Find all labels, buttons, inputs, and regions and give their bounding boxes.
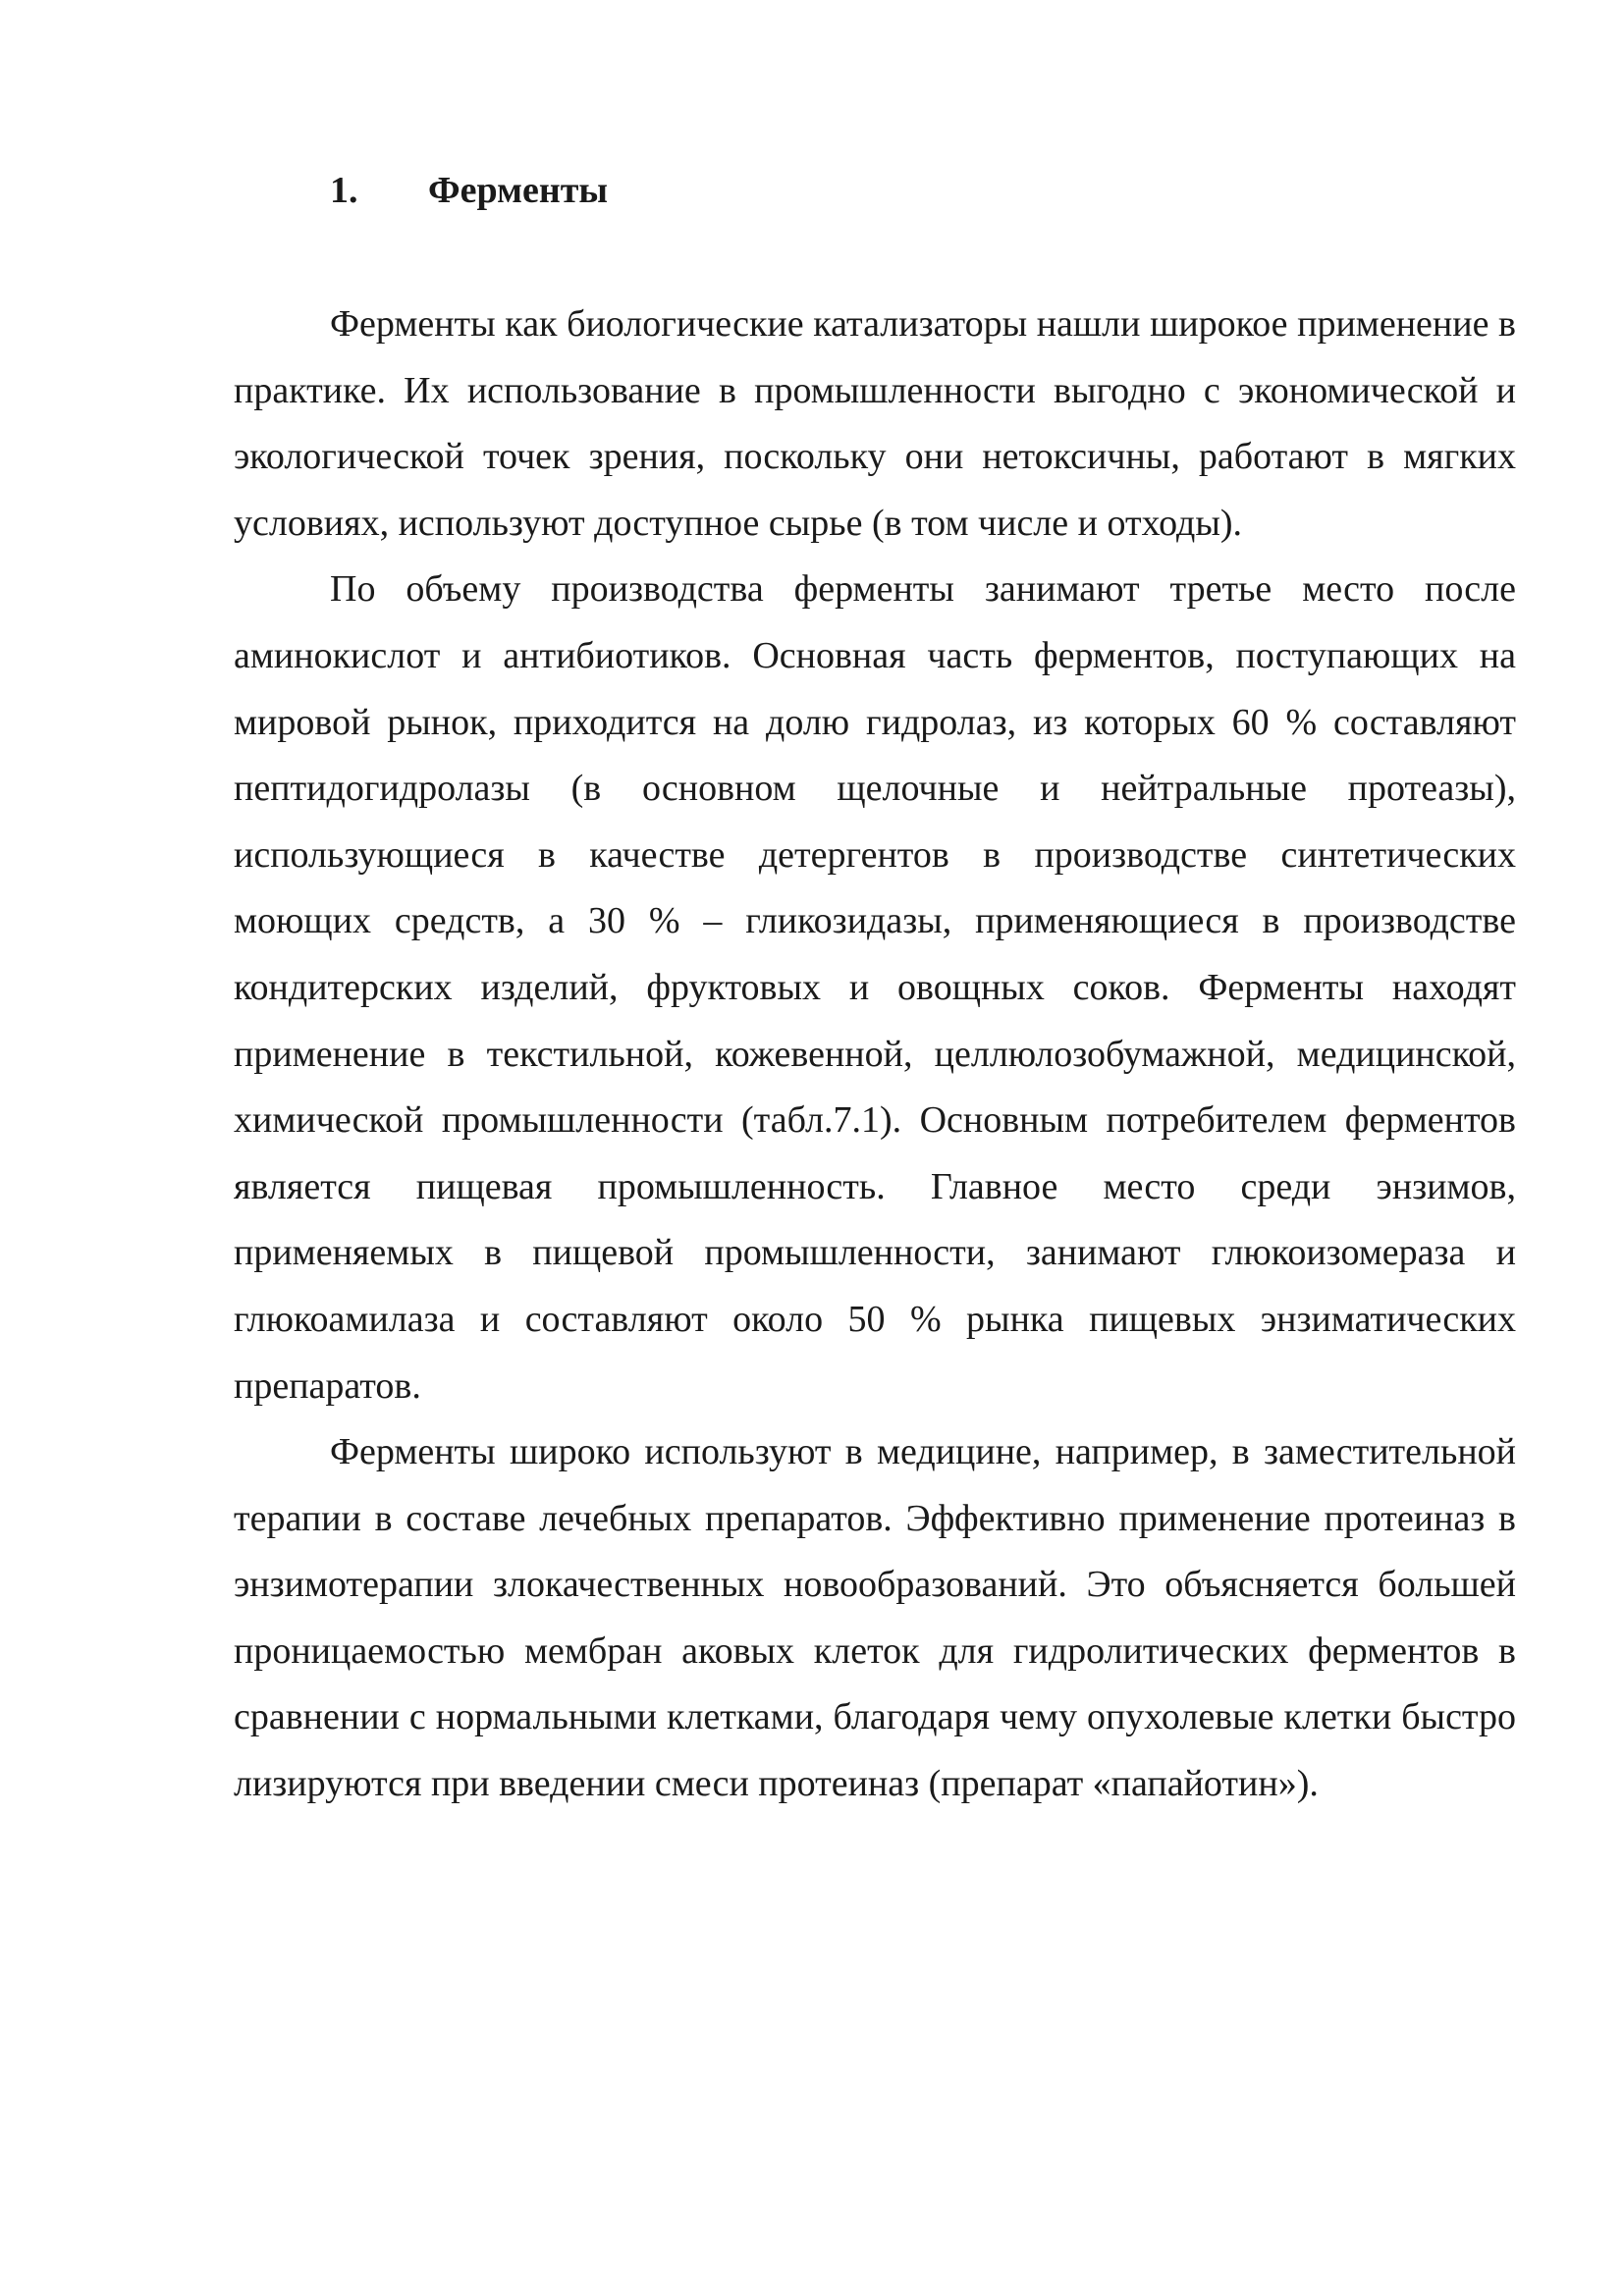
paragraph-1: Ферменты как биологические катализаторы нашли широкое применение в практике. Их использование в промышленности выгодно с экономической и экологической точек зрения, поскольку они нетоксичны, работают в мягких условиях, используют доступное сырье (в том числе и отходы). [234,303,1516,544]
paragraph-3: Ферменты широко используют в медицине, например, в заместительной терапии в составе лечебных препаратов. Эффективно применение протеиназ в энзимотерапии злокачественных новообразований. Это объясняется большей проницаемостью мембран аковых клеток для гидролитических ферментов в сравнении с нормальными клетками, благодаря чему опухолевые клетки быстро лизируются при введении смеси протеиназ (препарат «папайотин»). [234,1431,1516,1805]
section-title: Ферменты [428,170,609,211]
paragraph-2: По объему производства ферменты занимают третье место после аминокислот и антибиотиков. Основная часть ферментов, поступающих на мировой рынок, приходится на долю гидролаз, из которых 60 % составляют пептидогидролазы (в основном щелочные и нейтральные протеазы), использующиеся в качестве детергентов в производстве синтетических моющих средств, а 30 % – гликозидазы, применяющиеся в производстве кондитерских изделий, фруктовых и овощных соков. Ферменты находят применение в текстильной, кожевенной, целлюлозобумажной, медицинской, химической промышленности (табл.7.1). Основным потребителем ферментов является пищевая промышленность. Главное место среди энзимов, применяемых в пищевой промышленности, занимают глюкоизомераза и глюкоамилаза и составляют около 50 % рынка пищевых энзиматических препаратов. [234,568,1516,1407]
section-heading [330,163,608,218]
body-text [234,292,1516,1818]
section-number: 1. [330,170,358,211]
